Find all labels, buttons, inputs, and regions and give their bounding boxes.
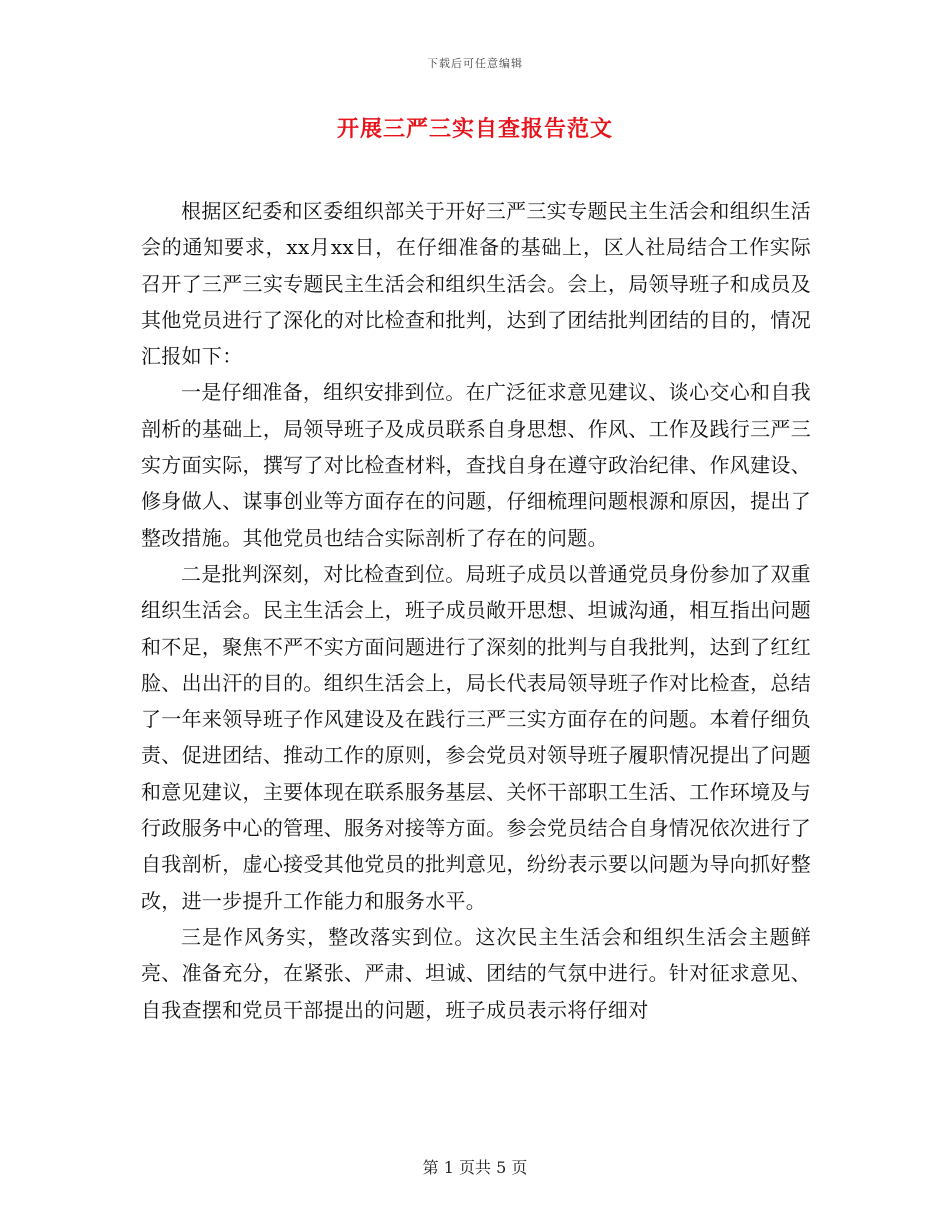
page-header-note: 下载后可任意编辑 [427, 57, 523, 70]
document-title: 开展三严三实自查报告范文 [336, 116, 613, 142]
page-number-footer: 第 1 页共 5 页 [422, 1158, 528, 1177]
paragraph-point-two: 二是批判深刻，对比检查到位。局班子成员以普通党员身份参加了双重组织生活会。民主生活会上，班子成员敞开思想、坦诚沟通，相互指出问题和不足，聚焦不严不实方面问题进行了深刻的批判与自我批判，达到了红红脸、出出汗的目的。组织生活会上，局长代表局领导班子作对比检查，总结了一年来领导班子作风建设及在践行三严三实方面存在的问题。本着仔细负责、促进团结、推动工作的原则，参会党员对领导班子履职情况提出了问题和意见建议，主要体现在联系服务基层、关怀干部职工生活、工作环境及与行政服务中心的管理、服务对接等方面。参会党员结合自身情况依次进行了自我剖析，虚心接受其他党员的批判意见，纷纷表示要以问题为导向抓好整改，进一步提升工作能力和服务水平。 [141, 561, 811, 913]
document-body [141, 193, 811, 1028]
paragraph-intro: 根据区纪委和区委组织部关于开好三严三实专题民主生活会和组织生活会的通知要求，xx月xx日，在仔细准备的基础上，区人社局结合工作实际召开了三严三实专题民主生活会和组织生活会。会上，局领导班子和成员及其他党员进行了深化的对比检查和批判，达到了团结批判团结的目的，情况汇报如下： [141, 199, 811, 369]
paragraph-point-one: 一是仔细准备，组织安排到位。在广泛征求意见建议、谈心交心和自我剖析的基础上，局领导班子及成员联系自身思想、作风、工作及践行三严三实方面实际，撰写了对比检查材料，查找自身在遵守政治纪律、作风建设、修身做人、谋事创业等方面存在的问题，仔细梳理问题根源和原因，提出了整改措施。其他党员也结合实际剖析了存在的问题。 [141, 380, 811, 550]
paragraph-point-three: 三是作风务实，整改落实到位。这次民主生活会和组织生活会主题鲜亮、准备充分，在紧张、严肃、坦诚、团结的气氛中进行。针对征求意见、自我查摆和党员干部提出的问题，班子成员表示将仔细对 [141, 924, 811, 1022]
